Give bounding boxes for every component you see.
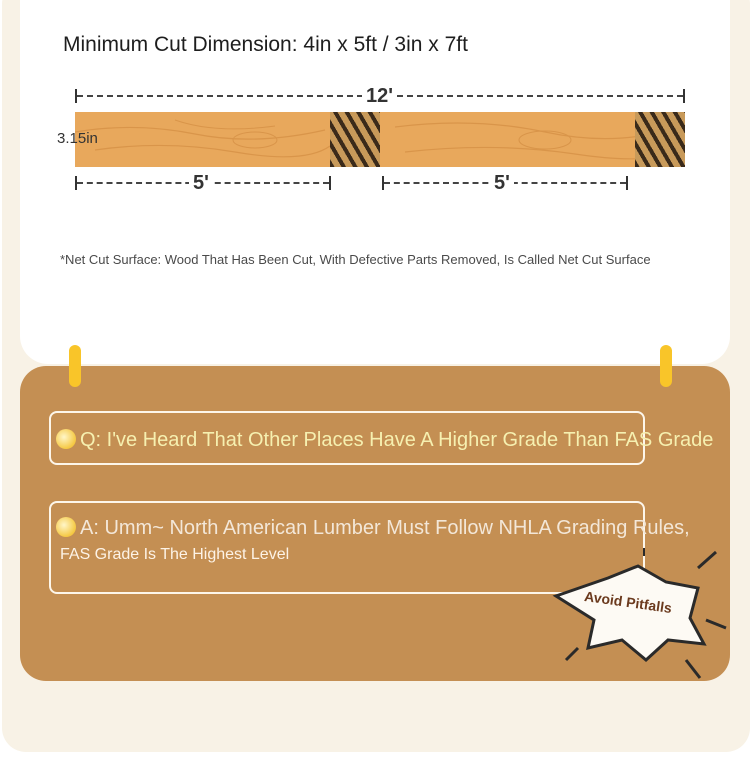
- defect-section-left: [330, 112, 380, 167]
- lightbulb-icon: [56, 429, 76, 449]
- burst-sticker-icon: [548, 548, 748, 688]
- thickness-label: 3.15in: [57, 130, 98, 147]
- binder-ring-left: [69, 345, 81, 387]
- question-label: Q: I've Heard That Other Places Have A Higher Grade Than FAS Grade: [80, 429, 714, 451]
- answer-subtext: FAS Grade Is The Highest Level: [60, 546, 290, 563]
- answer-text: [56, 517, 690, 540]
- diagram-title: Minimum Cut Dimension: 4in x 5ft / 3in x 7ft: [63, 33, 468, 56]
- total-length-label: 12': [362, 85, 397, 108]
- right-segment-label: 5': [490, 172, 514, 195]
- footnote: *Net Cut Surface: Wood That Has Been Cut, With Defective Parts Removed, Is Called Net Cut Surface: [60, 252, 651, 267]
- question-text: [56, 429, 713, 452]
- defect-section-right: [635, 112, 685, 167]
- lumber-board: [75, 112, 685, 167]
- sticker-label: Avoid Pitfalls: [583, 587, 673, 617]
- binder-ring-right: [660, 345, 672, 387]
- wood-grain-icon: [75, 112, 685, 167]
- lightbulb-icon: [56, 517, 76, 537]
- left-segment-label: 5': [189, 172, 213, 195]
- answer-label: A: Umm~ North American Lumber Must Follow NHLA Grading Rules,: [80, 517, 690, 539]
